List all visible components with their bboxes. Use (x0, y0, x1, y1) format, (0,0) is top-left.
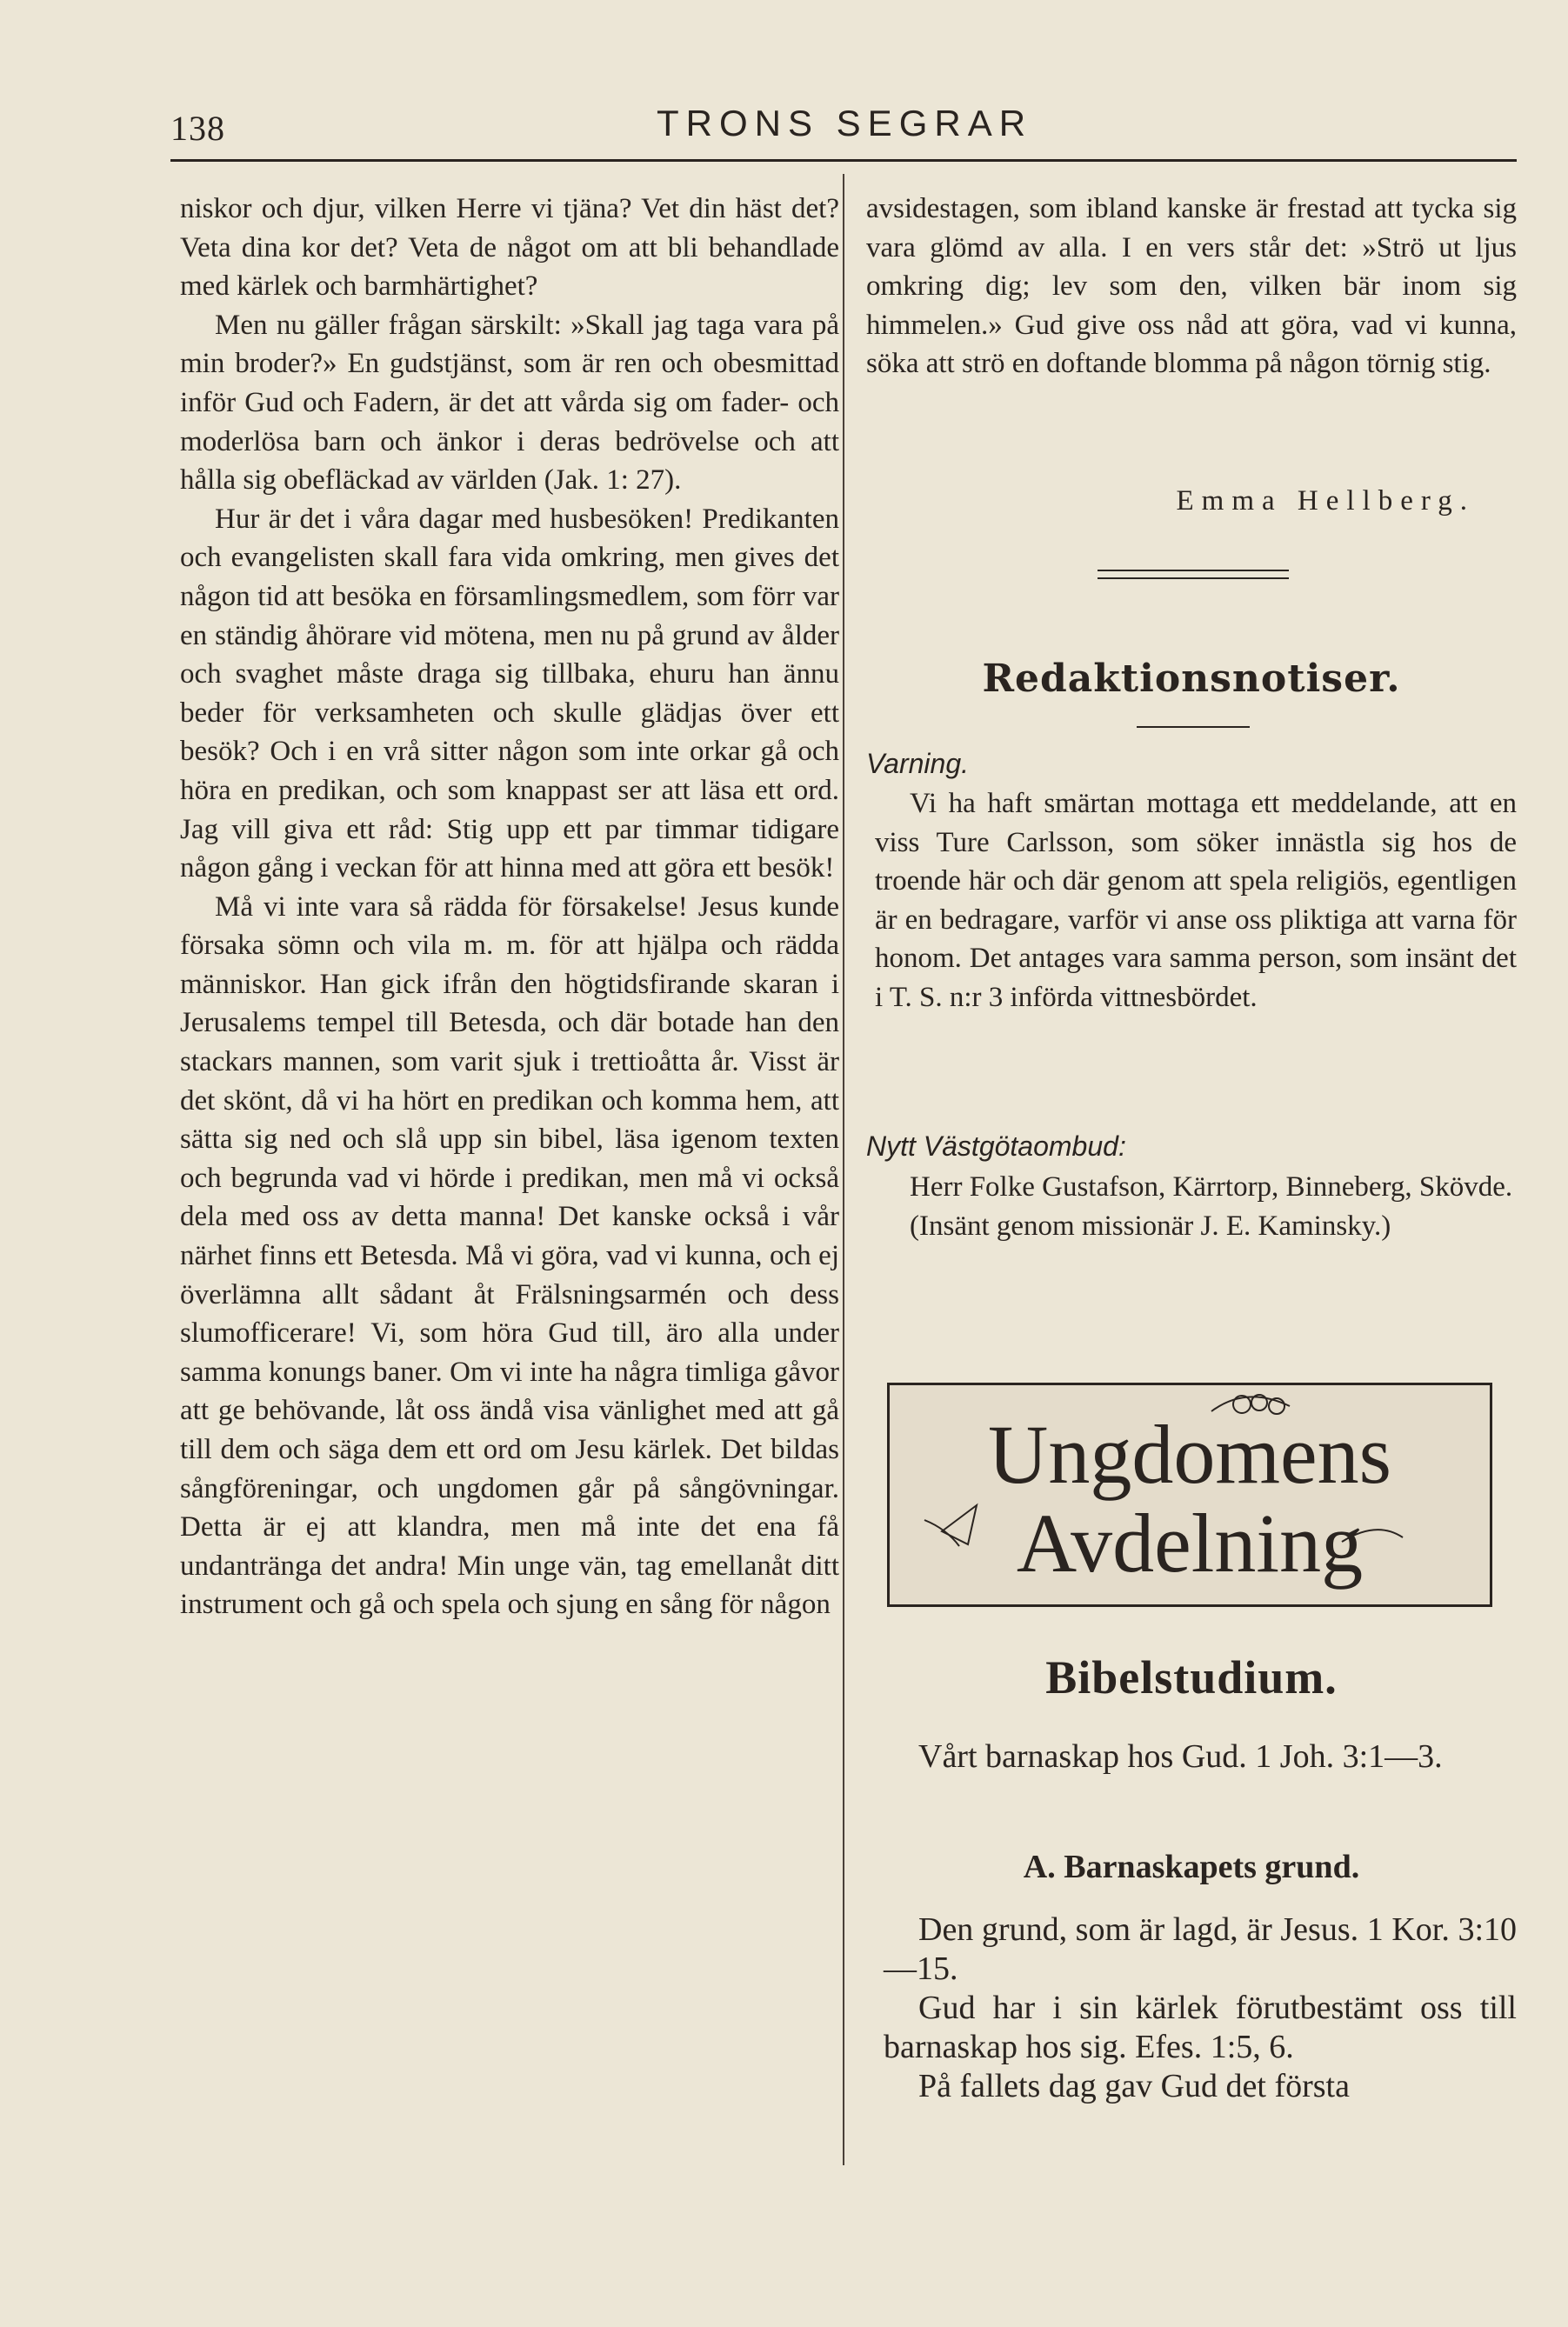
separator-rule (1137, 726, 1250, 728)
study-paragraph: Gud har i sin kärlek förutbestämt oss till barnaskap hos sig. Efes. 1:5, 6. (884, 1990, 1517, 2065)
author-signature: Emma Hellberg. (1176, 485, 1475, 517)
notice-text: Herr Folke Gustafson, Kärrtorp, Binneberg, Skövde. (910, 1171, 1513, 1203)
left-paragraph: Må vi inte vara så rädda för försakelse! Jesus kunde försaka sömn och vila m. m. för att hjälpa och rädda människor. Han gick ifrån den högtidsfirande skaran i Jerusalems tempel till Betesda, och där botade han den stackars mannen, som varit sjuk i trettioåtta år. Visst är det skönt, då vi ha hört en predikan och komma hem, att sätta sig ned och slå upp sin bibel, läsa igenom texten och begrunda vad vi hörde i predikan, men må vi också dela med oss av detta manna! Det kanske också i vår närhet finns ett Betesda. Må vi göra, vad vi kunna, och ej överlämna allt sådant åt Frälsningsarmén och dess slumofficerare! Vi, som höra Gud till, äro alla under samma konungs baner. Om vi inte ha några timliga gåvor att ge behövande, låt oss ändå visa vänlighet med att gå till dem och säga dem ett ord om Jesu kärlek. Det bildas sångföreningar, och ungdomen går på sångövningar. Detta är ej att klandra, men må inte det ena få undantränga det andra! Min unge vän, tag emellanåt ditt instrument och gå och spela och sjung en sång för någon (180, 890, 839, 1621)
notice-note: (Insänt genom missionär J. E. Kaminsky.) (910, 1210, 1391, 1242)
left-paragraph: niskor och djur, vilken Herre vi tjäna? Vet din häst det? Veta dina kor det? Veta de något om att bli behandlade med kärlek och barmhärtighet? (180, 193, 839, 303)
notice-heading: Varning. (866, 748, 969, 779)
notice-heading: Nytt Västgötaombud: (866, 1130, 1126, 1162)
header-rule (170, 159, 1517, 162)
notice-text: Vi ha haft smärtan mottaga ett meddelande, att en viss Ture Carlsson, som söker innästla sig hos de troende här och där genom att spela religiös, egentligen är en bedragare, varför vi anse oss pliktiga att varna för honom. Det antages vara samma person, som insänt det i T. S. n:r 3 införda vittnesbördet. (875, 788, 1517, 1013)
continuation-paragraph: avsidestagen, som ibland kanske är frestad att tycka sig vara glömd av alla. I en vers står det: »Strö ut ljus omkring dig; lev som den, vilken bär inom sig himmelen.» Gud give oss nåd att göra, vad vi kunna, söka att strö en doftande blomma på någon törnig stig. (866, 193, 1517, 380)
section-banner (887, 1383, 1492, 1607)
page-number: 138 (170, 109, 225, 148)
intro-text: Vårt barnaskap hos Gud. 1 Joh. 3:1—3. (918, 1738, 1443, 1775)
left-column (180, 190, 839, 1624)
bible-study-subheading: A. Barnaskapets grund. (1023, 1849, 1360, 1885)
left-paragraph: Hur är det i våra dagar med husbesöken! Predikanten och evangelisten skall fara vida omkring, men gives det någon tid att besöka en församlingsmedlem, som förr var en ständig åhörare vid mötena, men nu på grund av ålder och svaghet måste draga sig tillbaka, ehuru han ännu beder för verksamheten och skulle glädjas över ett besök? Och i en vrå sitter någon som inte orkar gå och höra en predikan, och som knappast ser att läsa ett ord. Jag vill giva ett råd: Stig upp ett par timmar tidigare någon gång i veckan för att hinna med att göra ett besök! (180, 503, 839, 884)
journal-title: TRONS SEGRAR (657, 103, 1033, 143)
banner-graphic (890, 1385, 1490, 1604)
study-paragraph: Den grund, som är lagd, är Jesus. 1 Kor. 3:10—15. (884, 1911, 1517, 1987)
bible-study-body (884, 1910, 1517, 2106)
separator-rule (1098, 577, 1289, 579)
article-continuation (866, 190, 1517, 383)
separator-rule (1098, 570, 1289, 571)
left-paragraph: Men nu gäller frågan särskilt: »Skall jag taga vara på min broder?» En gudstjänst, som är ren och obesmittad inför Gud och Fadern, är det att vårda sig om fader- och moderlösa barn och änkor i deras bedrövelse och att hålla sig obefläckad av världen (Jak. 1: 27). (180, 309, 839, 497)
bible-study-title: Bibelstudium. (1045, 1651, 1338, 1704)
banner-line-1: Ungdomens (988, 1408, 1391, 1501)
study-paragraph: På fallets dag gav Gud det första (918, 2068, 1350, 2104)
notice-body (875, 1168, 1517, 1245)
column-divider (843, 174, 844, 2165)
banner-line-2: Avdelning (1016, 1497, 1364, 1590)
notice-body (875, 784, 1517, 1017)
bible-study-intro (884, 1737, 1517, 1777)
section-title: Redaktionsnotiser. (982, 657, 1401, 701)
